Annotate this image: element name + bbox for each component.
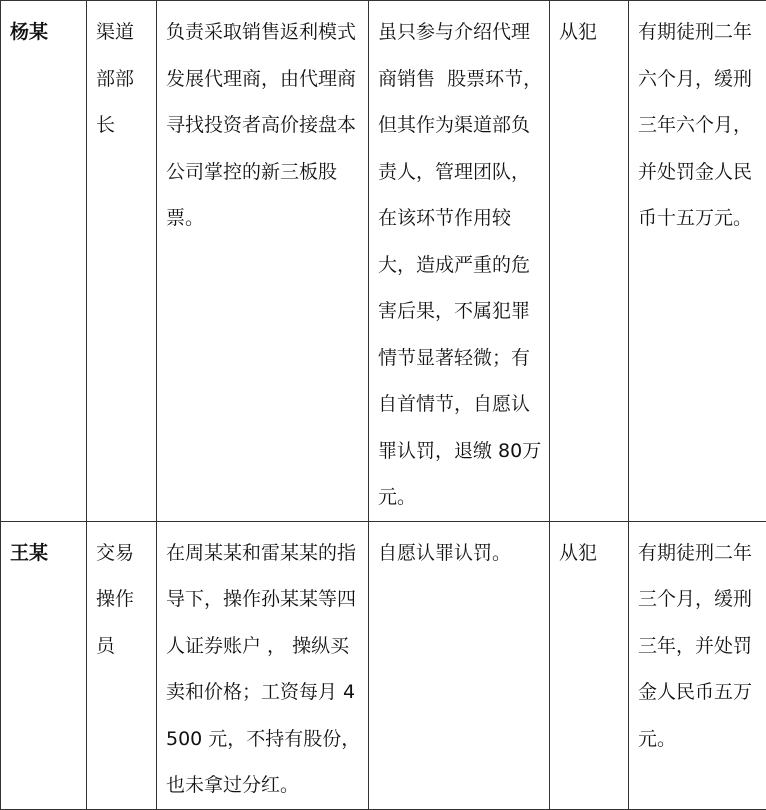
criminal-conduct: 在周某某和雷某某的指导下，操作孙某某等四人证券账户 ， 操纵买卖和价格；工资每月 4500 元，不持有股份，也未拿过分红。 (157, 521, 369, 809)
defendant-role: 从犯 (550, 521, 629, 809)
table-row (1, 1, 766, 522)
sentencing-circumstances: 虽只参与介绍代理商销售 股票环节，但其作为渠道部负责人，管理团队，在该环节作用较大，造成严重的危害后果，不属犯罪情节显著轻微；有自首情节，自愿认罪认罚，退缴 80万元。 (369, 1, 550, 522)
defendant-role: 从犯 (550, 1, 629, 522)
defendant-position: 渠道部部长 (87, 1, 157, 522)
sentencing-circumstances: 自愿认罪认罚。 (369, 521, 550, 809)
defendant-name: 王某 (1, 521, 87, 809)
defendant-name: 杨某 (1, 1, 87, 522)
sentence: 有期徒刑二年六个月，缓刑三年六个月，并处罚金人民币十五万元。 (629, 1, 766, 522)
defendant-position: 交易操作员 (87, 521, 157, 809)
criminal-conduct: 负责采取销售返利模式发展代理商，由代理商寻找投资者高价接盘本公司掌控的新三板股票。 (157, 1, 369, 522)
table-row (1, 521, 766, 809)
sentence: 有期徒刑二年三个月，缓刑三年，并处罚金人民币五万元。 (629, 521, 766, 809)
